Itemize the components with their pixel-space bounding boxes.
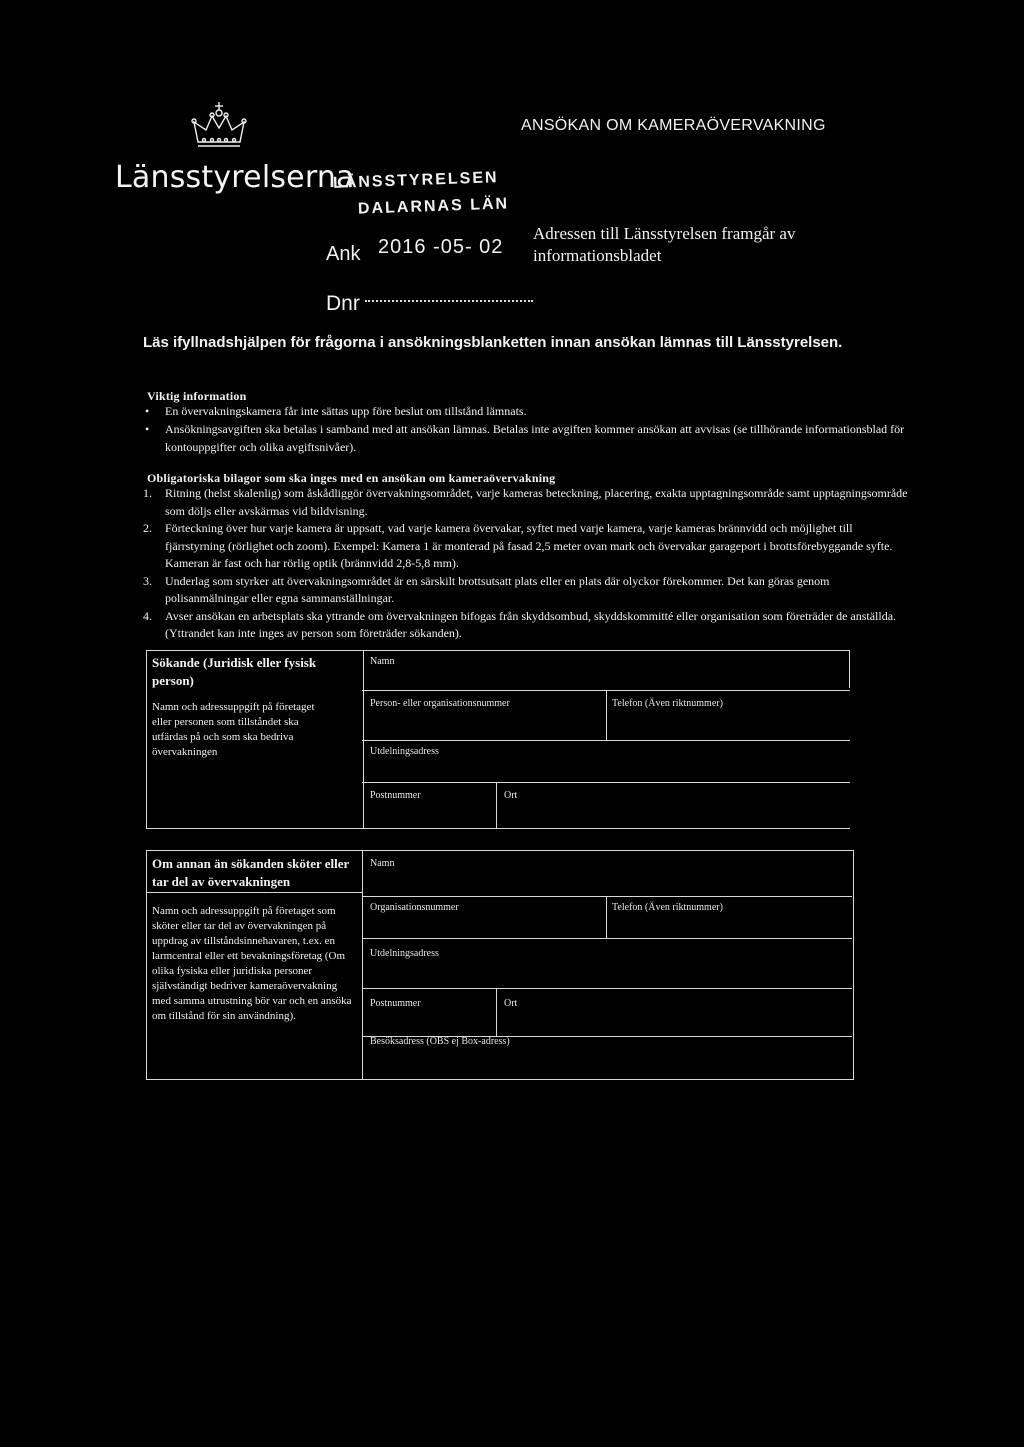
address-note: Adressen till Länsstyrelsen framgår av informationsbladet — [533, 224, 796, 265]
operator-phone-label: Telefon (Även riktnummer) — [612, 902, 723, 913]
applicant-right-rule — [849, 650, 850, 688]
stamp-line-2: DALARNAS LÄN — [357, 195, 510, 218]
important-info-title: Viktig information — [147, 389, 247, 403]
instruction-text: Läs ifyllnadshjälpen för frågorna i ansökningsblanketten innan ansökan lämnas till Länsstyrelsen. — [143, 334, 843, 351]
applicant-address-field[interactable] — [366, 758, 846, 780]
attachments-list — [143, 485, 913, 643]
applicant-phone-field[interactable] — [610, 710, 846, 738]
divider — [606, 896, 607, 938]
divider — [362, 896, 852, 897]
operator-name-label: Namn — [370, 858, 395, 869]
operator-postal-label: Postnummer — [370, 998, 421, 1009]
crown-logo-icon — [184, 100, 254, 150]
operator-address-field[interactable] — [366, 960, 848, 984]
operator-heading: Om annan än sökanden sköter eller tar del av övervakningen — [152, 856, 350, 889]
operator-org-number-field[interactable] — [366, 914, 602, 936]
list-item-number: 4. — [143, 608, 152, 623]
divider — [496, 988, 497, 1036]
document-title: ANSÖKAN OM KAMERAÖVERVAKNING — [521, 117, 826, 134]
applicant-description: Namn och adressuppgift på företaget eller personen som tillståndet ska utfärdas på och som ska bedriva övervakningen — [152, 701, 315, 758]
divider — [496, 782, 497, 828]
divider — [362, 740, 850, 741]
ank-label: Ank — [326, 243, 361, 265]
agency-name: Länsstyrelserna — [115, 160, 355, 195]
ank-date: 2016 -05- 02 — [378, 236, 504, 258]
operator-name-field[interactable] — [366, 870, 848, 892]
list-item — [143, 608, 913, 643]
divider — [146, 828, 850, 829]
applicant-city-field[interactable] — [500, 802, 846, 826]
applicant-top-rule — [362, 650, 850, 651]
list-item-text: Förteckning över hur varje kamera är uppsatt, vad varje kamera övervakar, syftet med varje kamera, varje kameras brännvidd och möjlighet till fjärrstyrning (rörlighet och zoom). Exempel: Kamera 1 är monterad på fasad 2,5 meter ovan mark och övervakar garageport i brottsförebyggande syfte. Kameran är fast och har rörlig optik (brännvidd 2,8-5,8 mm). — [165, 521, 893, 570]
operator-city-field[interactable] — [500, 1010, 848, 1034]
list-item — [143, 573, 913, 608]
divider — [362, 988, 852, 989]
divider — [362, 938, 852, 939]
list-item-number: 3. — [143, 573, 152, 588]
operator-org-number-label: Organisationsnummer — [370, 902, 459, 913]
divider — [146, 892, 362, 893]
important-info-list — [145, 402, 925, 456]
operator-address-label: Utdelningsadress — [370, 948, 439, 959]
divider — [362, 782, 850, 783]
stamp-line-1: LÄNSSTYRELSEN — [332, 169, 499, 192]
attachments-title: Obligatoriska bilagor som ska inges med en ansökan om kameraövervakning — [147, 471, 556, 485]
list-item — [143, 485, 913, 520]
applicant-name-field[interactable] — [366, 668, 846, 688]
operator-visit-address-field[interactable] — [366, 1050, 848, 1076]
applicant-org-number-field[interactable] — [366, 710, 602, 738]
applicant-heading: Sökande (Juridisk eller fysisk person) — [152, 655, 317, 688]
list-item-number: 2. — [143, 521, 152, 535]
applicant-postal-field[interactable] — [366, 802, 492, 826]
dnr-dotted-line — [365, 300, 533, 302]
list-item — [143, 520, 913, 573]
operator-city-label: Ort — [504, 998, 518, 1009]
operator-section — [146, 850, 854, 1080]
list-item-text: Underlag som styrker att övervakningsområdet är en särskilt brottsutsatt plats eller en plats där olyckor förekommer. Det kan göras genom polisanmälningar eller egna sammanställningar. — [165, 573, 830, 605]
operator-postal-field[interactable] — [366, 1010, 492, 1034]
dnr-label: Dnr — [326, 292, 360, 315]
list-item-number: 1. — [143, 486, 152, 500]
applicant-name-label: Namn — [370, 656, 395, 667]
list-item: • Ansökningsavgiften ska betalas i samband med att ansökan lämnas. Betalas inte avgiften kommer ansökan att avvisas (se tillhörande informationsblad för kontouppgifter och olika avgiftsnivåer). — [145, 420, 925, 456]
divider — [606, 690, 607, 740]
applicant-address-label: Utdelningsadress — [370, 746, 439, 757]
operator-description: Namn och adressuppgift på företaget som sköter eller tar del av övervakningen på uppdrag av tillståndsinnehavaren, t.ex. en larmcentral eller ett bevakningsföretag (Om olika fysiska eller juridiska personer självständigt bedriver kameraövervakning med samma utrustning bör var och en ansöka om tillstånd för sin användning). — [152, 905, 352, 1022]
applicant-org-number-label: Person- eller organisationsnummer — [370, 698, 510, 709]
applicant-postal-label: Postnummer — [370, 790, 421, 801]
operator-phone-field[interactable] — [610, 914, 848, 936]
operator-visit-address-label: Besöksadress (OBS ej Box-adress) — [370, 1036, 510, 1047]
list-item-text: Ritning (helst skalenlig) som åskådliggör övervakningsområdet, varje kameras beteckning, placering, exakta upptagningsområde samt upptagningsområde som döljs eller avskärmas vid bildvisning. — [165, 486, 908, 518]
list-item: • En övervakningskamera får inte sättas upp före beslut om tillstånd lämnats. — [145, 402, 925, 420]
applicant-section — [146, 650, 850, 830]
applicant-phone-label: Telefon (Även riktnummer) — [612, 698, 723, 709]
list-item-text: Avser ansökan en arbetsplats ska yttrande om övervakningen bifogas från skyddsombud, skyddskommitté eller organisation som företräder de anställda. (Yttrandet kan inte inges av person som företräder sökanden). — [165, 608, 897, 640]
divider — [362, 850, 363, 1080]
applicant-city-label: Ort — [504, 790, 518, 801]
